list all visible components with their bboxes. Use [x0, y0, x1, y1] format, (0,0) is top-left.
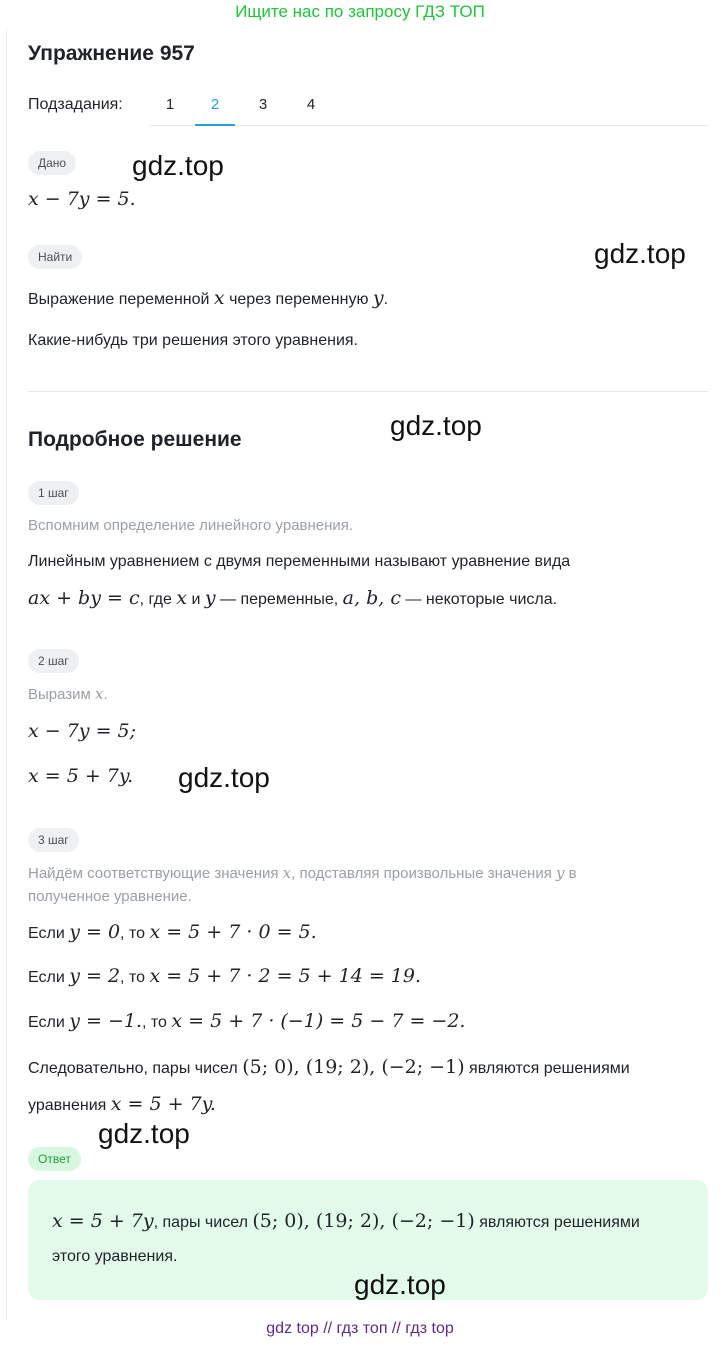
answer-text: являются решениями: [474, 1214, 640, 1231]
answer-badge: Ответ: [28, 1147, 81, 1171]
section-divider: [28, 391, 708, 392]
var-x: x: [213, 287, 225, 309]
step-text: и: [187, 591, 205, 608]
step-1-badge: 1 шаг: [28, 481, 79, 505]
step-1-hint: Вспомним определение линейного уравнения.: [28, 517, 354, 534]
subtasks-label: Подзадания:: [28, 96, 123, 113]
search-banner: Ищите нас по запросу ГДЗ ТОП: [235, 2, 485, 21]
step-text: — некоторые числа.: [400, 591, 558, 608]
step-1-text: Линейным уравнением с двумя переменными называют уравнение вида: [28, 553, 571, 570]
case-condition: y = −1.: [69, 1010, 142, 1032]
find-text: Выражение переменной: [28, 291, 214, 308]
step-text: , где: [139, 591, 177, 608]
given-badge: Дано: [28, 151, 76, 175]
watermark: gdz.top: [132, 150, 224, 181]
var-y: y: [372, 287, 384, 309]
answer-line-1: [52, 1210, 640, 1232]
hint-text: .: [103, 686, 108, 703]
case-result: x = 5 + 7 · 2 = 5 + 14 = 19.: [149, 965, 422, 987]
then-word: , то: [120, 969, 150, 986]
watermark: gdz.top: [354, 1269, 446, 1300]
conclusion-text: уравнения: [28, 1097, 111, 1114]
tab-subtask-4[interactable]: 4: [306, 96, 316, 113]
linear-equation-form: ax + by = c: [28, 587, 140, 609]
tab-subtask-2[interactable]: 2: [195, 86, 235, 126]
var-y: y: [555, 864, 565, 882]
hint-text: Выразим: [28, 686, 96, 703]
watermark: gdz.top: [390, 410, 482, 441]
subtasks-tabs: [150, 86, 708, 126]
var-x: x: [282, 864, 292, 882]
step-3-case-1: [28, 921, 317, 943]
if-word: Если: [28, 969, 70, 986]
tab-subtask-1[interactable]: 1: [165, 96, 175, 113]
step-2-badge: 2 шаг: [28, 649, 79, 673]
tab-subtask-3[interactable]: 3: [258, 96, 268, 113]
hint-text: , подставляя произвольные значения: [291, 865, 556, 882]
step-1-definition: [28, 587, 557, 609]
watermark: gdz.top: [178, 762, 270, 793]
case-result: x = 5 + 7 · 0 = 5.: [149, 921, 317, 943]
find-text: .: [383, 291, 389, 308]
step-3-case-2: [28, 965, 421, 987]
step-3-conclusion-line-2: [28, 1093, 216, 1115]
page-title: Упражнение 957: [28, 42, 195, 65]
case-condition: y = 2: [69, 965, 121, 987]
var-x: x: [95, 685, 104, 703]
find-badge: Найти: [28, 245, 82, 269]
step-3-conclusion-line-1: [28, 1056, 630, 1078]
solution-pairs: (5; 0), (19; 2), (−2; −1): [242, 1056, 465, 1078]
case-condition: y = 0: [69, 921, 121, 943]
answer-text: , пары чисел: [153, 1214, 253, 1231]
footer-links[interactable]: gdz top // гдз топ // гдз top: [266, 1320, 454, 1337]
if-word: Если: [28, 1014, 70, 1031]
hint-text: Найдём соответствующие значения: [28, 865, 283, 882]
step-2-hint: [28, 685, 108, 703]
then-word: , то: [142, 1014, 172, 1031]
step-2-equation-1: x − 7y = 5;: [28, 720, 137, 742]
step-3-badge: 3 шаг: [28, 828, 79, 852]
step-2-equation-2: x = 5 + 7y.: [28, 765, 134, 787]
hint-text: в: [564, 865, 577, 882]
if-word: Если: [28, 925, 70, 942]
step-text: — переменные,: [215, 591, 343, 608]
var-x: x: [176, 587, 187, 609]
solution-heading: Подробное решение: [28, 428, 242, 451]
coefficients: a, b, c: [342, 587, 401, 609]
watermark: gdz.top: [594, 238, 686, 269]
find-line-2: Какие-нибудь три решения этого уравнения.: [28, 332, 358, 349]
answer-equation: x = 5 + 7y: [52, 1210, 154, 1232]
var-y: y: [204, 587, 216, 609]
case-result: x = 5 + 7 · (−1) = 5 − 7 = −2.: [171, 1010, 466, 1032]
given-equation: x − 7y = 5.: [28, 188, 136, 210]
find-line-1: [28, 287, 388, 309]
step-3-hint-line-2: полученное уравнение.: [28, 888, 192, 905]
find-text: через переменную: [224, 291, 373, 308]
step-3-hint-line-1: [28, 864, 577, 882]
step-3-case-3: [28, 1010, 465, 1032]
then-word: , то: [120, 925, 150, 942]
conclusion-equation: x = 5 + 7y.: [110, 1093, 216, 1115]
answer-line-2: этого уравнения.: [52, 1248, 178, 1265]
conclusion-text: являются решениями: [464, 1060, 630, 1077]
answer-pairs: (5; 0), (19; 2), (−2; −1): [252, 1210, 475, 1232]
conclusion-text: Следовательно, пары чисел: [28, 1060, 243, 1077]
watermark: gdz.top: [98, 1118, 190, 1149]
